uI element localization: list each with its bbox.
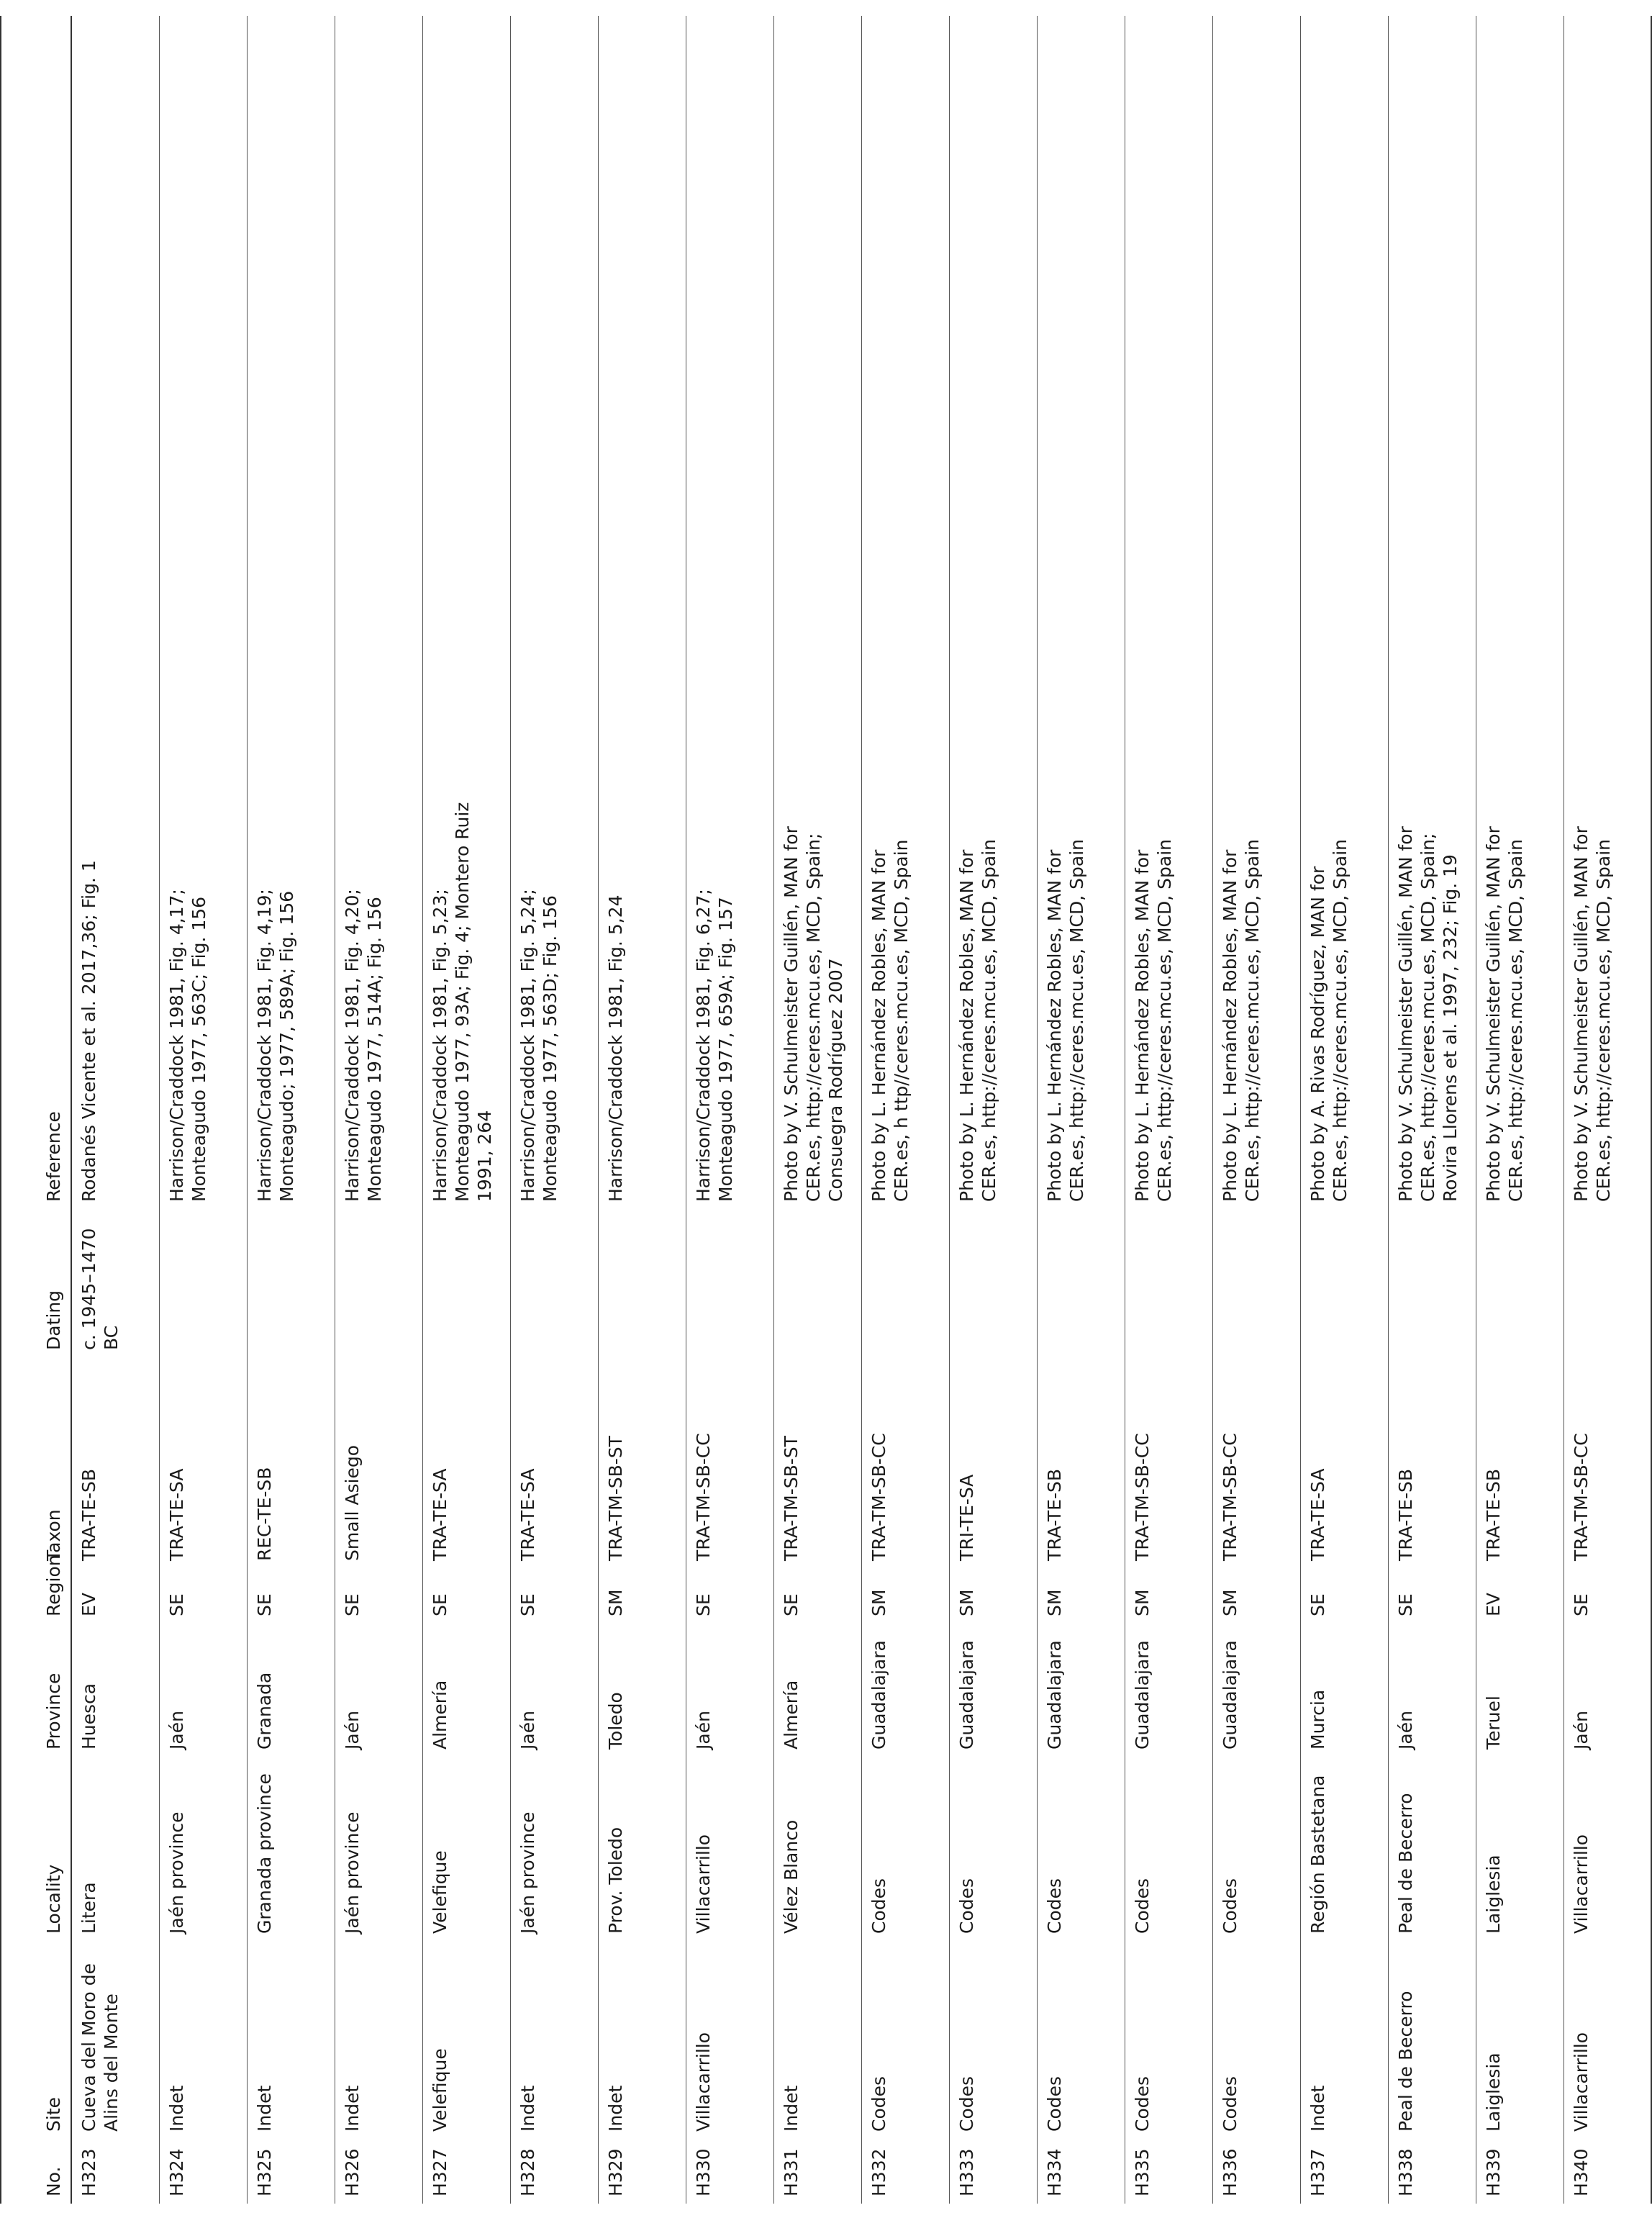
cell-site: Codes [1212, 1941, 1300, 2139]
cell-dating [773, 1209, 861, 1357]
cell-reference [247, 16, 335, 1209]
cell-locality: Codes [1037, 1757, 1125, 1941]
cell-locality: Granada province [247, 1757, 335, 1941]
reference-text: Harrison/Craddock 1981, Fig. 5,23; Monteagudo 1977, 93A; Fig. 4; Montero Ruiz 1991, 264 [429, 802, 495, 1202]
cell-no: H331 [773, 2139, 861, 2204]
cell-region: SE [422, 1568, 510, 1624]
cell-locality: Villacarrillo [1564, 1757, 1651, 1941]
reference-text: Photo by A. Rivas Rodríguez, MAN for CER.es, http://ceres.mcu.es, MCD, Spain [1307, 839, 1351, 1202]
cell-dating [598, 1209, 686, 1357]
cell-dating [1212, 1209, 1300, 1357]
cell-dating [861, 1209, 949, 1357]
cell-dating [159, 1209, 247, 1357]
reference-text: Photo by L. Hernández Robles, MAN for CER.es, h ttp//ceres.mcu.es, MCD, Spain [868, 839, 912, 1202]
header-dating: Dating [1, 1209, 71, 1357]
cell-region: SE [159, 1568, 247, 1624]
cell-reference [159, 16, 247, 1209]
cell-locality: Velefique [422, 1757, 510, 1941]
cell-locality: Jaén province [510, 1757, 598, 1941]
cell-region: SE [773, 1568, 861, 1624]
cell-taxon: TRA-TE-SB [1037, 1357, 1125, 1568]
cell-reference [1037, 16, 1125, 1209]
cell-taxon: TRA-TM-SB-CC [861, 1357, 949, 1568]
cell-reference [1476, 16, 1564, 1209]
table-row [1388, 16, 1476, 2204]
header-reference: Reference [1, 16, 71, 1209]
table-row [247, 16, 335, 2204]
table-header [1, 16, 71, 2204]
cell-no: H333 [949, 2139, 1037, 2204]
cell-taxon: TRA-TE-SB [1388, 1357, 1476, 1568]
table-row [861, 16, 949, 2204]
cell-province: Granada [247, 1624, 335, 1757]
reference-text: Photo by L. Hernández Robles, MAN for CER.es, http://ceres.mcu.es, MCD, Spain [1131, 839, 1175, 1202]
table-row [598, 16, 686, 2204]
cell-reference [949, 16, 1037, 1209]
reference-text: Photo by V. Schulmeister Guillén, MAN for CER.es, http://ceres.mcu.es, MCD, Spain [1570, 826, 1614, 1202]
cell-province: Jaén [686, 1624, 773, 1757]
cell-province: Murcia [1300, 1624, 1388, 1757]
cell-no: H336 [1212, 2139, 1300, 2204]
header-locality: Locality [1, 1757, 71, 1941]
cell-site: Indet [598, 1941, 686, 2139]
table-row [422, 16, 510, 2204]
reference-text: Harrison/Craddock 1981, Fig. 4,19; Monteagudo; 1977, 589A; Fig. 156 [253, 889, 297, 1202]
cell-no: H324 [159, 2139, 247, 2204]
cell-site: Codes [949, 1941, 1037, 2139]
cell-locality: Peal de Becerro [1388, 1757, 1476, 1941]
reference-text: Photo by V. Schulmeister Guillén, MAN for CER.es, http://ceres.mcu.es, MCD, Spain [1482, 826, 1526, 1202]
cell-site: Laiglesia [1476, 1941, 1564, 2139]
cell-province: Jaén [1564, 1624, 1651, 1757]
header-province: Province [1, 1624, 71, 1757]
header-taxon: Taxon [1, 1357, 71, 1568]
cell-dating [1388, 1209, 1476, 1357]
cell-province: Teruel [1476, 1624, 1564, 1757]
cell-reference [1388, 16, 1476, 1209]
table-row [510, 16, 598, 2204]
reference-text: Photo by V. Schulmeister Guillén, MAN for CER.es, http://ceres.mcu.es, MCD, Spain; Rovira Llorens et al. 1997, 232; Fig. 19 [1394, 826, 1461, 1202]
cell-reference [686, 16, 773, 1209]
cell-no: H335 [1125, 2139, 1212, 2204]
cell-region: EV [71, 1568, 159, 1624]
cell-no: H338 [1388, 2139, 1476, 2204]
cell-dating [1300, 1209, 1388, 1357]
cell-province: Almería [773, 1624, 861, 1757]
cell-region: SM [1212, 1568, 1300, 1624]
cell-no: H330 [686, 2139, 773, 2204]
table-row [1125, 16, 1212, 2204]
cell-dating [335, 1209, 422, 1357]
cell-region: SM [1037, 1568, 1125, 1624]
cell-reference [598, 16, 686, 1209]
cell-region: SE [686, 1568, 773, 1624]
table-row [773, 16, 861, 2204]
cell-no: H327 [422, 2139, 510, 2204]
cell-taxon: TRI-TE-SA [949, 1357, 1037, 1568]
cell-province: Jaén [1388, 1624, 1476, 1757]
cell-no: H325 [247, 2139, 335, 2204]
cell-taxon: TRA-TE-SB [71, 1357, 159, 1568]
cell-reference [861, 16, 949, 1209]
cell-dating [422, 1209, 510, 1357]
cell-province: Toledo [598, 1624, 686, 1757]
header-no: No. [1, 2139, 71, 2204]
cell-locality: Prov. Toledo [598, 1757, 686, 1941]
reference-text: Photo by L. Hernández Robles, MAN for CER.es, http://ceres.mcu.es, MCD, Spain [1043, 839, 1087, 1202]
cell-province: Huesca [71, 1624, 159, 1757]
cell-locality: Villacarrillo [686, 1757, 773, 1941]
cell-dating [949, 1209, 1037, 1357]
table-row [335, 16, 422, 2204]
cell-taxon: TRA-TE-SA [1300, 1357, 1388, 1568]
cell-province: Jaén [510, 1624, 598, 1757]
table-row [1212, 16, 1300, 2204]
cell-site: Indet [159, 1941, 247, 2139]
reference-text: Photo by L. Hernández Robles, MAN for CER.es, http://ceres.mcu.es, MCD, Spain [956, 839, 999, 1202]
cell-no: H323 [71, 2139, 159, 2204]
reference-text: Harrison/Craddock 1981, Fig. 6,27; Monteagudo 1977, 659A; Fig. 157 [692, 889, 736, 1202]
cell-no: H340 [1564, 2139, 1651, 2204]
table-body [71, 16, 1651, 2204]
cell-region: SE [510, 1568, 598, 1624]
cell-region: SM [598, 1568, 686, 1624]
cell-region: SE [1388, 1568, 1476, 1624]
cell-region: EV [1476, 1568, 1564, 1624]
cell-locality: Jaén province [159, 1757, 247, 1941]
table-row [1564, 16, 1651, 2204]
cell-no: H337 [1300, 2139, 1388, 2204]
cell-dating: c. 1945–1470 BC [71, 1209, 159, 1357]
cell-site: Codes [861, 1941, 949, 2139]
reference-text: Rodanés Vicente et al. 2017,36; Fig. 1 [78, 860, 99, 1202]
cell-reference [71, 16, 159, 1209]
cell-taxon: TRA-TM-SB-CC [686, 1357, 773, 1568]
cell-locality: Región Bastetana [1300, 1757, 1388, 1941]
cell-province: Jaén [335, 1624, 422, 1757]
cell-no: H334 [1037, 2139, 1125, 2204]
cell-taxon: TRA-TE-SB [1476, 1357, 1564, 1568]
header-row [1, 16, 71, 2204]
cell-site: Villacarrillo [686, 1941, 773, 2139]
cell-taxon: TRA-TE-SA [510, 1357, 598, 1568]
reference-text: Harrison/Craddock 1981, Fig. 5,24 [604, 895, 626, 1202]
cell-taxon: TRA-TM-SB-CC [1564, 1357, 1651, 1568]
cell-site: Villacarrillo [1564, 1941, 1651, 2139]
reference-text: Photo by V. Schulmeister Guillén, MAN for CER.es, http://ceres.mcu.es, MCD, Spain; Consuegra Rodríguez 2007 [780, 826, 846, 1202]
cell-no: H332 [861, 2139, 949, 2204]
cell-reference [1300, 16, 1388, 1209]
cell-dating [1476, 1209, 1564, 1357]
cell-province: Almería [422, 1624, 510, 1757]
cell-site: Indet [335, 1941, 422, 2139]
reference-text: Photo by L. Hernández Robles, MAN for CER.es, http://ceres.mcu.es, MCD, Spain [1219, 839, 1263, 1202]
cell-no: H329 [598, 2139, 686, 2204]
cell-site: Cueva del Moro de Alins del Monte [71, 1941, 159, 2139]
cell-reference [510, 16, 598, 1209]
table-row [159, 16, 247, 2204]
cell-taxon: TRA-TE-SA [159, 1357, 247, 1568]
cell-taxon: TRA-TM-SB-CC [1125, 1357, 1212, 1568]
cell-locality: Codes [1212, 1757, 1300, 1941]
cell-taxon: TRA-TE-SA [422, 1357, 510, 1568]
cell-region: SE [247, 1568, 335, 1624]
cell-taxon: TRA-TM-SB-ST [773, 1357, 861, 1568]
cell-province: Jaén [159, 1624, 247, 1757]
cell-region: SM [949, 1568, 1037, 1624]
cell-locality: Vélez Blanco [773, 1757, 861, 1941]
cell-site: Indet [1300, 1941, 1388, 2139]
cell-region: SE [1564, 1568, 1651, 1624]
cell-locality: Codes [1125, 1757, 1212, 1941]
cell-locality: Jaén province [335, 1757, 422, 1941]
cell-province: Guadalajara [949, 1624, 1037, 1757]
cell-no: H328 [510, 2139, 598, 2204]
cell-dating [1125, 1209, 1212, 1357]
cell-site: Codes [1037, 1941, 1125, 2139]
reference-text: Harrison/Craddock 1981, Fig. 4,17; Monteagudo 1977, 563C; Fig. 156 [165, 889, 209, 1202]
cell-site: Codes [1125, 1941, 1212, 2139]
cell-taxon: TRA-TM-SB-ST [598, 1357, 686, 1568]
cell-province: Guadalajara [1212, 1624, 1300, 1757]
cell-reference [335, 16, 422, 1209]
header-region: Region [1, 1568, 71, 1624]
cell-taxon: REC-TE-SB [247, 1357, 335, 1568]
cell-dating [510, 1209, 598, 1357]
header-site: Site [1, 1941, 71, 2139]
cell-region: SE [335, 1568, 422, 1624]
cell-province: Guadalajara [1037, 1624, 1125, 1757]
cell-dating [686, 1209, 773, 1357]
cell-site: Velefique [422, 1941, 510, 2139]
cell-reference [422, 16, 510, 1209]
table-row [1300, 16, 1388, 2204]
cell-reference [1125, 16, 1212, 1209]
table-row [686, 16, 773, 2204]
cell-locality: Litera [71, 1757, 159, 1941]
cell-dating [247, 1209, 335, 1357]
cell-province: Guadalajara [861, 1624, 949, 1757]
cell-dating [1564, 1209, 1651, 1357]
cell-locality: Codes [949, 1757, 1037, 1941]
cell-site: Indet [773, 1941, 861, 2139]
cell-reference [1564, 16, 1651, 1209]
cell-site: Peal de Becerro [1388, 1941, 1476, 2139]
table-row [71, 16, 159, 2204]
cell-site: Indet [247, 1941, 335, 2139]
cell-region: SM [1125, 1568, 1212, 1624]
cell-no: H339 [1476, 2139, 1564, 2204]
cell-no: H326 [335, 2139, 422, 2204]
cell-site: Indet [510, 1941, 598, 2139]
table-row [1037, 16, 1125, 2204]
cell-region: SE [1300, 1568, 1388, 1624]
cell-taxon: TRA-TM-SB-CC [1212, 1357, 1300, 1568]
cell-province: Guadalajara [1125, 1624, 1212, 1757]
reference-text: Harrison/Craddock 1981, Fig. 4,20; Monteagudo 1977, 514A; Fig. 156 [341, 889, 385, 1202]
table-row [1476, 16, 1564, 2204]
cell-reference [773, 16, 861, 1209]
cell-dating [1037, 1209, 1125, 1357]
cell-reference [1212, 16, 1300, 1209]
cell-taxon: Small Asiego [335, 1357, 422, 1568]
cell-locality: Laiglesia [1476, 1757, 1564, 1941]
cell-region: SM [861, 1568, 949, 1624]
table-row [949, 16, 1037, 2204]
catalogue-table [0, 16, 1652, 2204]
reference-text: Harrison/Craddock 1981, Fig. 5,24; Monteagudo 1977, 563D; Fig. 156 [517, 889, 560, 1202]
cell-locality: Codes [861, 1757, 949, 1941]
